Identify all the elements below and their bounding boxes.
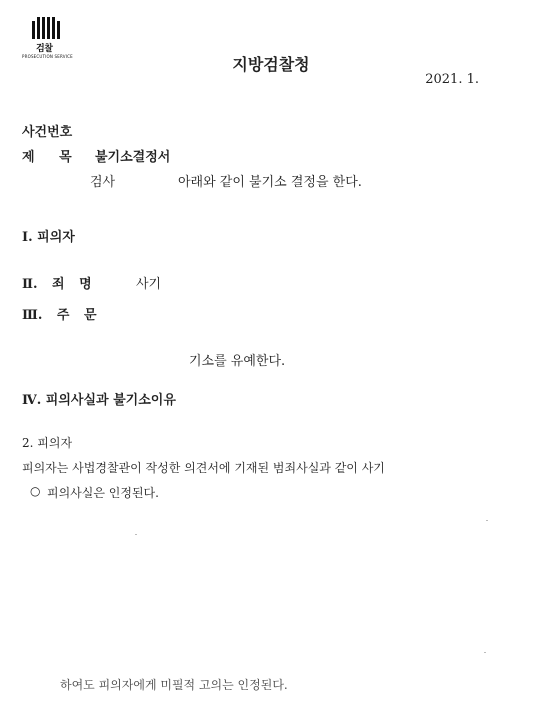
bullet-mark: ○: [30, 484, 41, 498]
body-line-1: 피의자는 사법경찰관이 작성한 의견서에 기재된 범죄사실과 같이 사기: [22, 461, 385, 475]
scan-speck: [484, 652, 486, 653]
office-title: 지방검찰청: [232, 55, 310, 74]
logo-emblem-icon: [32, 17, 66, 39]
scan-speck: [135, 534, 137, 535]
suspect-heading: Ⅰ. 피의자: [22, 230, 75, 245]
order-heading: Ⅲ. 주 문: [22, 308, 97, 323]
charge-heading: Ⅱ. 죄 명: [22, 277, 92, 292]
scan-speck: [486, 520, 488, 521]
facts-heading: Ⅳ. 피의사실과 불기소이유: [22, 393, 176, 408]
logo-subtext: PROSECUTION SERVICE: [22, 54, 73, 59]
charge-value: 사기: [136, 277, 162, 292]
subject-value: 불기소결정서: [95, 150, 171, 165]
bullet-text: 피의사실은 인정된다.: [47, 486, 159, 500]
case-number-label: 사건번호: [22, 125, 73, 140]
sub-heading: 2. 피의자: [22, 436, 73, 450]
decision-statement: 아래와 같이 불기소 결정을 한다.: [178, 175, 362, 190]
document-date: 2021. 1.: [425, 72, 479, 87]
order-text: 기소를 유예한다.: [189, 354, 286, 369]
prosecutor-label: 검사: [90, 175, 116, 190]
body-last-line: 하여도 피의자에게 미필적 고의는 인정된다.: [60, 678, 288, 692]
logo-text: 검찰: [36, 44, 53, 54]
subject-label: 제 목: [22, 150, 72, 165]
